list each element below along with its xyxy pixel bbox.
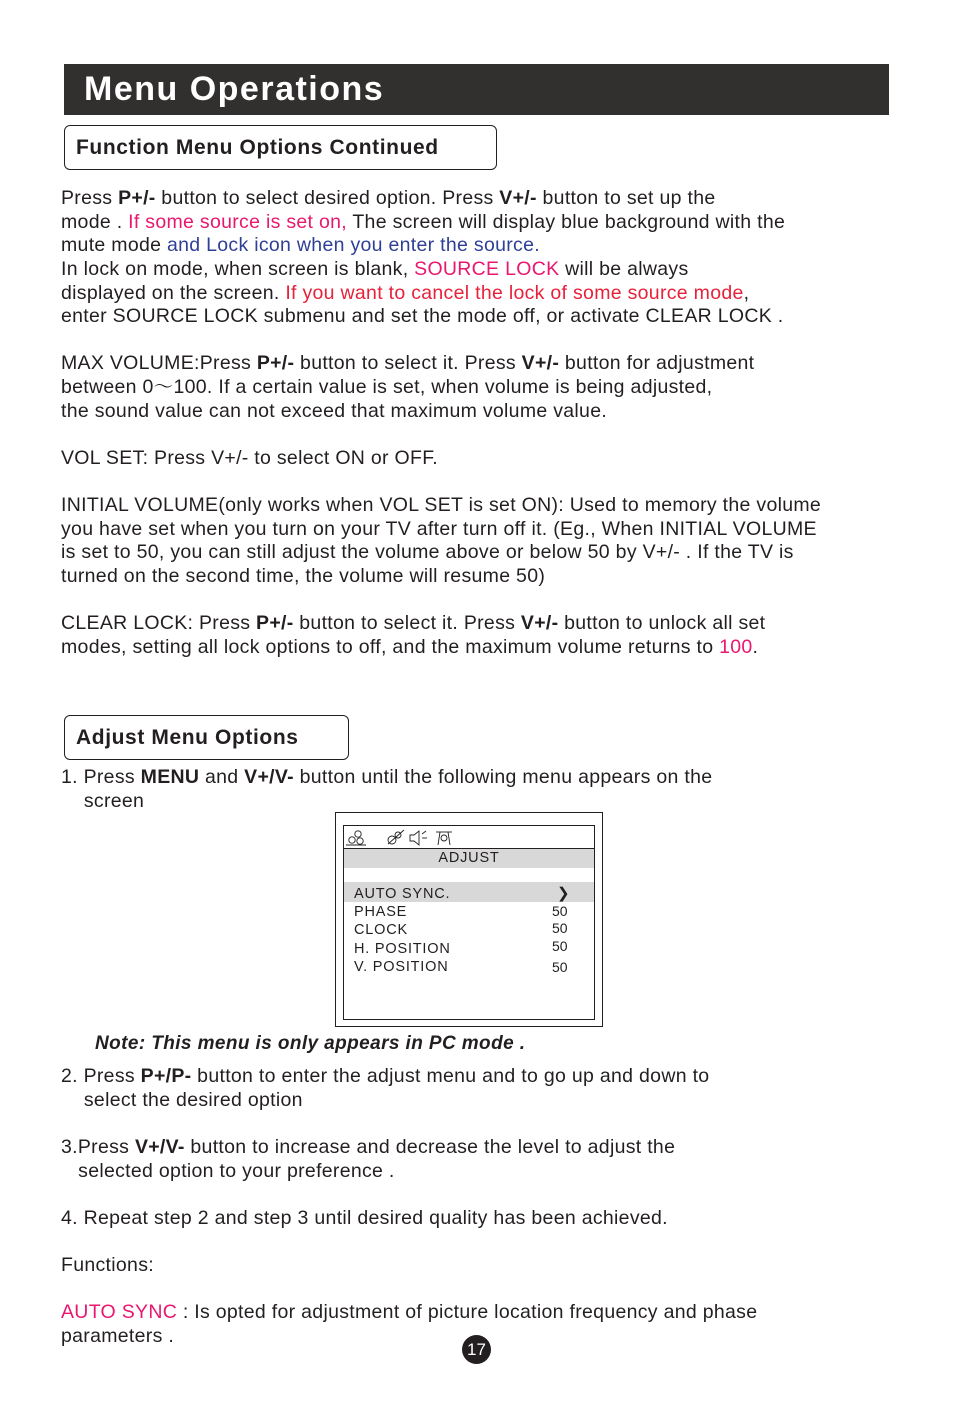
osd-menu-icons [344,826,484,848]
step-line: 4. Repeat step 2 and step 3 until desired quality has been achieved. [61,1207,668,1229]
function-description: parameters . [61,1325,175,1347]
paragraph-line: between 0～100. If a certain value is set, when volume is being adjusted, [61,376,713,398]
section-heading-function-menu [64,125,497,170]
functions-label: Functions: [61,1254,154,1276]
osd-item-label: H. POSITION [354,941,451,957]
paragraph-line: CLEAR LOCK: Press P+/- button to select it. Press V+/- button to unlock all set [61,612,766,634]
setup-icon [436,832,452,845]
osd-item-label: CLOCK [354,922,408,938]
section-title: Adjust Menu Options [76,726,299,749]
header-bar [64,64,889,115]
paragraph-line: INITIAL VOLUME(only works when VOL SET is set ON): Used to memory the volume [61,494,822,516]
osd-item-value: 50 [552,920,568,936]
osd-item-label: PHASE [354,904,408,920]
paragraph-line: enter SOURCE LOCK submenu and set the mode off, or activate CLEAR LOCK . [61,305,784,327]
section-heading-adjust-menu [64,715,349,760]
paragraph-line: modes, setting all lock options to off, and the maximum volume returns to 100. [61,636,759,658]
osd-item-value: 50 [552,959,568,975]
section-title: Function Menu Options Continued [76,136,439,159]
paragraph-line: In lock on mode, when screen is blank, SOURCE LOCK will be always [61,258,689,280]
paragraph-line: displayed on the screen. If you want to cancel the lock of some source mode, [61,282,750,304]
step-line: 3.Press V+/V- button to increase and decrease the level to adjust the [61,1136,676,1158]
paragraph-line: Press P+/- button to select desired option. Press V+/- button to set up the [61,187,716,209]
osd-menu-illustration [335,812,603,1027]
step-line: selected option to your preference . [61,1160,395,1182]
paragraph-line: VOL SET: Press V+/- to select ON or OFF. [61,447,439,469]
page-number: 17 [462,1335,491,1364]
osd-title: ADJUST [344,849,594,868]
paragraph-line: MAX VOLUME:Press P+/- button to select it. Press V+/- button for adjustment [61,352,755,374]
step-line: screen [61,790,145,812]
speaker-icon [410,831,427,845]
osd-item-value: 50 [552,903,568,919]
page-title: Menu Operations [84,70,385,108]
adjust-icon [388,830,404,844]
osd-item-value: 50 [552,938,568,954]
paragraph-line: you have set when you turn on your TV after turn off it. (Eg., When INITIAL VOLUME [61,518,817,540]
paragraph-line: mode . If some source is set on, The screen will display blue background with the [61,211,786,233]
picture-icon [346,831,366,845]
step-line: select the desired option [61,1089,303,1111]
paragraph-line: the sound value can not exceed that maximum volume value. [61,400,608,422]
note-text: Note: This menu is only appears in PC mode . [95,1033,526,1054]
osd-panel [343,825,595,1020]
paragraph-line: mute mode and Lock icon when you enter the source. [61,234,540,256]
paragraph-line: turned on the second time, the volume will resume 50) [61,565,546,587]
osd-icon-row [344,826,594,849]
function-description: AUTO SYNC : Is opted for adjustment of picture location frequency and phase [61,1301,758,1323]
step-line: 1. Press MENU and V+/V- button until the following menu appears on the [61,766,713,788]
osd-selected-arrow: ❯ [557,885,571,902]
osd-item-label: AUTO SYNC. [354,886,451,902]
osd-item-label: V. POSITION [354,959,449,975]
step-line: 2. Press P+/P- button to enter the adjust menu and to go up and down to [61,1065,710,1087]
paragraph-line: is set to 50, you can still adjust the volume above or below 50 by V+/- . If the TV is [61,541,794,563]
